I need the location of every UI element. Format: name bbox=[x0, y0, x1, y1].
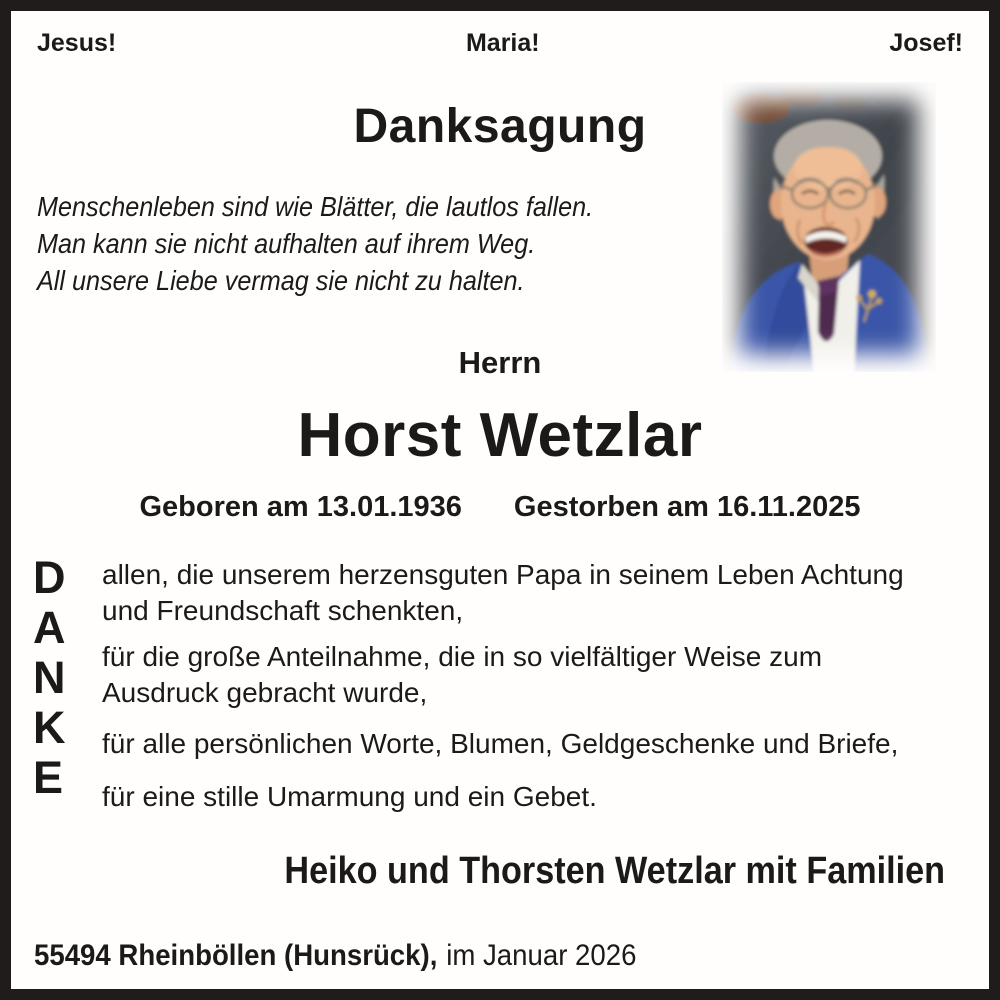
thanks-item-line: für alle persönlichen Worte, Blumen, Geldgeschenke und Briefe, bbox=[102, 728, 899, 759]
thanks-item bbox=[102, 639, 974, 711]
memorial-poem bbox=[37, 188, 593, 299]
thanks-item bbox=[102, 557, 974, 629]
danke-letter: K bbox=[33, 702, 66, 753]
place-text: 55494 Rheinböllen (Hunsrück), bbox=[34, 939, 438, 972]
poem-line: Man kann sie nicht aufhalten auf ihrem Weg. bbox=[37, 228, 536, 259]
date-text: im Januar 2026 bbox=[446, 939, 637, 972]
thanks-list bbox=[102, 553, 974, 815]
birth-date: Geboren am 13.01.1936 bbox=[139, 491, 462, 523]
danke-letter: D bbox=[33, 552, 66, 603]
danke-letter: A bbox=[33, 602, 66, 653]
poem-line: Menschenleben sind wie Blätter, die lautlos fallen. bbox=[37, 191, 594, 222]
thanks-item bbox=[102, 726, 974, 762]
thanks-item-line: Ausdruck gebracht wurde, bbox=[102, 677, 428, 708]
danke-letter: N bbox=[33, 652, 66, 703]
page-title: Danksagung bbox=[353, 100, 647, 153]
invocation-center: Maria! bbox=[465, 29, 540, 57]
thanks-item bbox=[102, 779, 974, 815]
poem-line: All unsere Liebe vermag sie nicht zu halten. bbox=[37, 265, 525, 296]
place-and-date-line bbox=[34, 939, 636, 973]
invocation-row bbox=[37, 29, 963, 57]
thanks-item-line: für die große Anteilnahme, die in so vielfältiger Weise zum bbox=[102, 641, 823, 672]
danke-letter: E bbox=[33, 752, 64, 803]
thanks-item-line: allen, die unserem herzensguten Papa in seinem Leben Achtung bbox=[102, 559, 904, 590]
death-date: Gestorben am 16.11.2025 bbox=[513, 491, 861, 523]
portrait-photo-illustration bbox=[722, 82, 936, 372]
invocation-right: Josef! bbox=[889, 29, 963, 57]
salutation: Herrn bbox=[458, 345, 542, 380]
thanks-item-line: für eine stille Umarmung und ein Gebet. bbox=[102, 781, 597, 812]
danke-vertical-word bbox=[33, 553, 102, 815]
deceased-name: Horst Wetzlar bbox=[297, 401, 703, 470]
portrait-photo bbox=[722, 82, 936, 372]
life-dates-row bbox=[11, 491, 989, 523]
thanks-item-line: und Freundschaft schenkten, bbox=[102, 595, 464, 626]
danke-section bbox=[33, 553, 974, 815]
invocation-left: Jesus! bbox=[37, 29, 117, 57]
family-signature: Heiko und Thorsten Wetzlar mit Familien bbox=[284, 850, 945, 892]
